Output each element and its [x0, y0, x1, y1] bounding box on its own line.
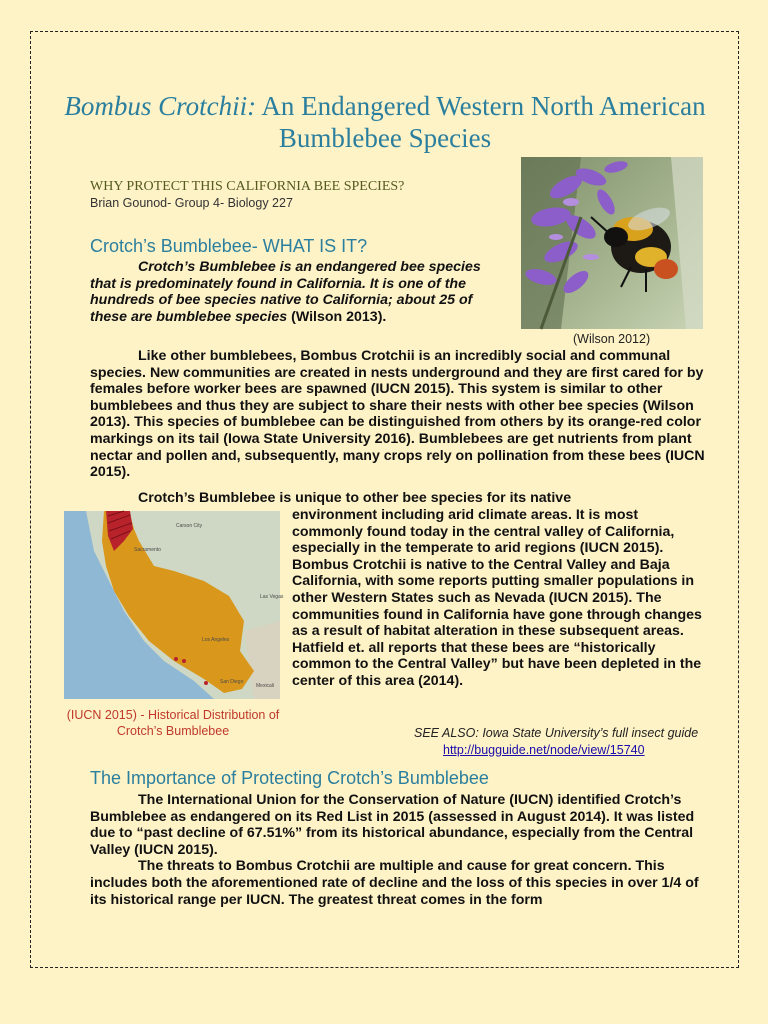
biology-text: Like other bumblebees, Bombus Crotchii is an incredibly social and communal species. New communities are created in nests underground and they are first cared for by females before worker bees are spawned (IUCN 2015). This system is similar to other bumblebees and thus they are subject to share their nests with other bee species (Wilson 2013). This species of bumblebee can be distinguished from others by its orange-red color markings on its tail (Iowa State University 2016). Bumblebees are get nutrients from plant nectar and pollen and, subsequently, many crops rely on pollination from these bees (IUCN 2015).	[90, 348, 705, 481]
habitat-text: environment including arid climate areas. It is most commonly found today in the central valley of California, especially in the temperate to arid regions (IUCN 2015). Bombus Crotchii is native to the Central Valley and Baja California, with some reports putting smaller populations in other Western States such as Nevada (IUCN 2015). The communities found in California have gone through changes as a result of habitat alteration in these subsequent areas. Hatfield et. all reports that these bees are “historically common to the Central Valley” but have been depleted in the center of this area (2014).	[292, 507, 702, 689]
map-label-mexicali: Mexicali	[256, 683, 275, 689]
intro-text: Crotch’s Bumblebee is an endangered bee species that is predominately found in California. It is one of the hundreds of bee species native to California; about 25 of these are bumblebee species	[90, 259, 481, 325]
map-label-sacramento: Sacramento	[134, 547, 161, 553]
bee-photo	[521, 157, 703, 329]
habitat-first-line: Crotch’s Bumblebee is unique to other bee species for its native	[138, 490, 572, 506]
title-species-name: Bombus Crotchii:	[64, 91, 257, 121]
section-heading-what-is-it: Crotch’s Bumblebee- WHAT IS IT?	[90, 236, 368, 256]
habitat-paragraph	[292, 507, 710, 690]
habitat-paragraph-first-line	[90, 490, 708, 507]
map-caption: (IUCN 2015) - Historical Distribution of Crotch’s Bumblebee	[66, 708, 280, 738]
map-label-san-diego: San Diego	[220, 679, 244, 685]
section-heading-importance: The Importance of Protecting Crotch’s Bumblebee	[90, 768, 489, 788]
map-label-los-angeles: Los Angeles	[202, 637, 230, 643]
subtitle: WHY PROTECT THIS CALIFORNIA BEE SPECIES?	[90, 179, 405, 194]
author-byline: Brian Gounod- Group 4- Biology 227	[90, 196, 293, 210]
distribution-map	[64, 511, 284, 699]
intro-citation: (Wilson 2013).	[287, 308, 387, 325]
photo-caption: (Wilson 2012)	[573, 332, 651, 346]
bugguide-link[interactable]: http://bugguide.net/node/view/15740	[443, 743, 645, 757]
intro-paragraph	[90, 259, 510, 325]
map-label-las-vegas: Las Vegas	[260, 594, 284, 600]
biology-paragraph	[90, 348, 708, 481]
title-description: An Endangered Western North American Bumblebee Species	[256, 91, 706, 153]
iucn-text: The International Union for the Conservation of Nature (IUCN) identified Crotch’s Bumblebee as endangered on its Red List in 2015 (assessed in August 2014). It was listed due to “past decline of 67.51%” from its historical abundance, especially from the Central Valley (IUCN 2015).	[90, 792, 695, 858]
threats-text: The threats to Bombus Crotchii are multiple and cause for great concern. This includes both the aforementioned rate of decline and the loss of this species in over 1/4 of its historical range per IUCN. The greatest threat comes in the form	[90, 858, 699, 908]
document-title	[40, 90, 730, 154]
iucn-paragraph	[90, 792, 708, 908]
map-label-carson: Carson City	[176, 523, 203, 529]
see-also-note: SEE ALSO: Iowa State University’s full insect guide	[414, 726, 699, 740]
